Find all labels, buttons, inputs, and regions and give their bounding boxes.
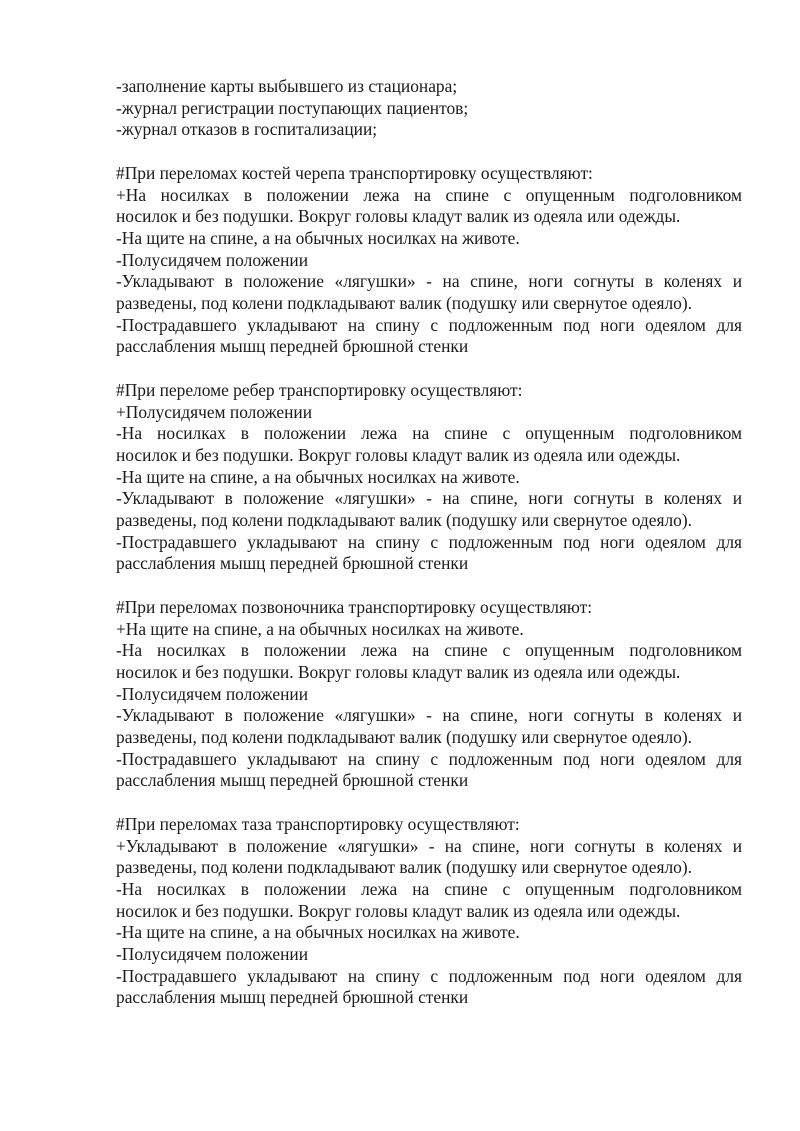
answer-option: носилок и без подушки. Вокруг головы кладут валик из одеяла или одежды. [116,900,681,921]
answer-option: -Пострадавшего укладывают на спину с подложенным под ноги одеялом для [116,748,742,769]
answer-option: +Полусидячем положении [116,401,313,422]
answer-option: -Пострадавшего укладывают на спину с подложенным под ноги одеялом для [116,531,742,552]
answer-option: носилок и без подушки. Вокруг головы кладут валик из одеяла или одежды. [116,444,681,465]
answer-option: -На носилках в положении лежа на спине с опущенным подголовником [116,878,742,899]
question-text: #При переломе ребер транспортировку осуществляют: [116,379,523,400]
answer-option: носилок и без подушки. Вокруг головы кладут валик из одеяла или одежды. [116,661,681,682]
intro-line: -заполнение карты выбывшего из стационара; [116,76,458,96]
answer-option: -Полусидячем положении [116,944,309,965]
answer-option: +На носилках в положении лежа на спине с опущенным подголовником [116,184,742,205]
question-text: #При переломах костей черепа транспортировку осуществляют: [116,162,593,183]
answer-option: -На щите на спине, а на обычных носилках на животе. [116,466,520,487]
answer-option: -Укладывают в положение «лягушки» - на спине, ноги согнуты в коленях и [116,705,742,726]
answer-option: -Полусидячем положении [116,683,309,704]
answer-option: +Укладывают в положение «лягушки» - на спине, ноги согнуты в коленях и [116,835,742,856]
answer-option: -На щите на спине, а на обычных носилках на животе. [116,922,520,943]
answer-option: разведены, под колени подкладывают валик (подушку или свернутое одеяло). [116,510,692,531]
answer-option: расслабления мышц передней брюшной стенки [116,553,469,574]
intro-line: -журнал отказов в госпитализации; [116,119,378,140]
answer-option: расслабления мышц передней брюшной стенки [116,336,469,357]
answer-option: -На носилках в положении лежа на спине с опущенным подголовником [116,640,742,661]
question-block [116,597,742,792]
question-block [116,380,742,575]
answer-option: -На носилках в положении лежа на спине с опущенным подголовником [116,423,742,444]
answer-option: -Полусидячем положении [116,249,309,270]
answer-option: разведены, под колени подкладывают валик (подушку или свернутое одеяло). [116,857,692,878]
answer-option: -Пострадавшего укладывают на спину с подложенным под ноги одеялом для [116,965,742,986]
answer-option: разведены, под колени подкладывают валик (подушку или свернутое одеяло). [116,727,692,748]
answer-option: расслабления мышц передней брюшной стенки [116,770,469,791]
answer-option: расслабления мышц передней брюшной стенки [116,987,469,1008]
intro-line: -журнал регистрации поступающих пациентов; [116,97,469,118]
answer-option: +На щите на спине, а на обычных носилках на животе. [116,618,524,639]
answer-option: -На щите на спине, а на обычных носилках на животе. [116,227,520,248]
answer-option: -Укладывают в положение «лягушки» - на спине, ноги согнуты в коленях и [116,271,742,292]
question-text: #При переломах позвоночника транспортировку осуществляют: [116,596,593,617]
answer-option: -Пострадавшего укладывают на спину с подложенным под ноги одеялом для [116,314,742,335]
answer-option: -Укладывают в положение «лягушки» - на спине, ноги согнуты в коленях и [116,488,742,509]
answer-option: разведены, под колени подкладывают валик (подушку или свернутое одеяло). [116,293,692,314]
question-block [116,163,742,358]
question-block [116,814,742,1009]
question-text: #При переломах таза транспортировку осуществляют: [116,813,520,834]
document-text [116,76,742,1031]
intro-list [116,76,742,141]
answer-option: носилок и без подушки. Вокруг головы кладут валик из одеяла или одежды. [116,206,681,227]
